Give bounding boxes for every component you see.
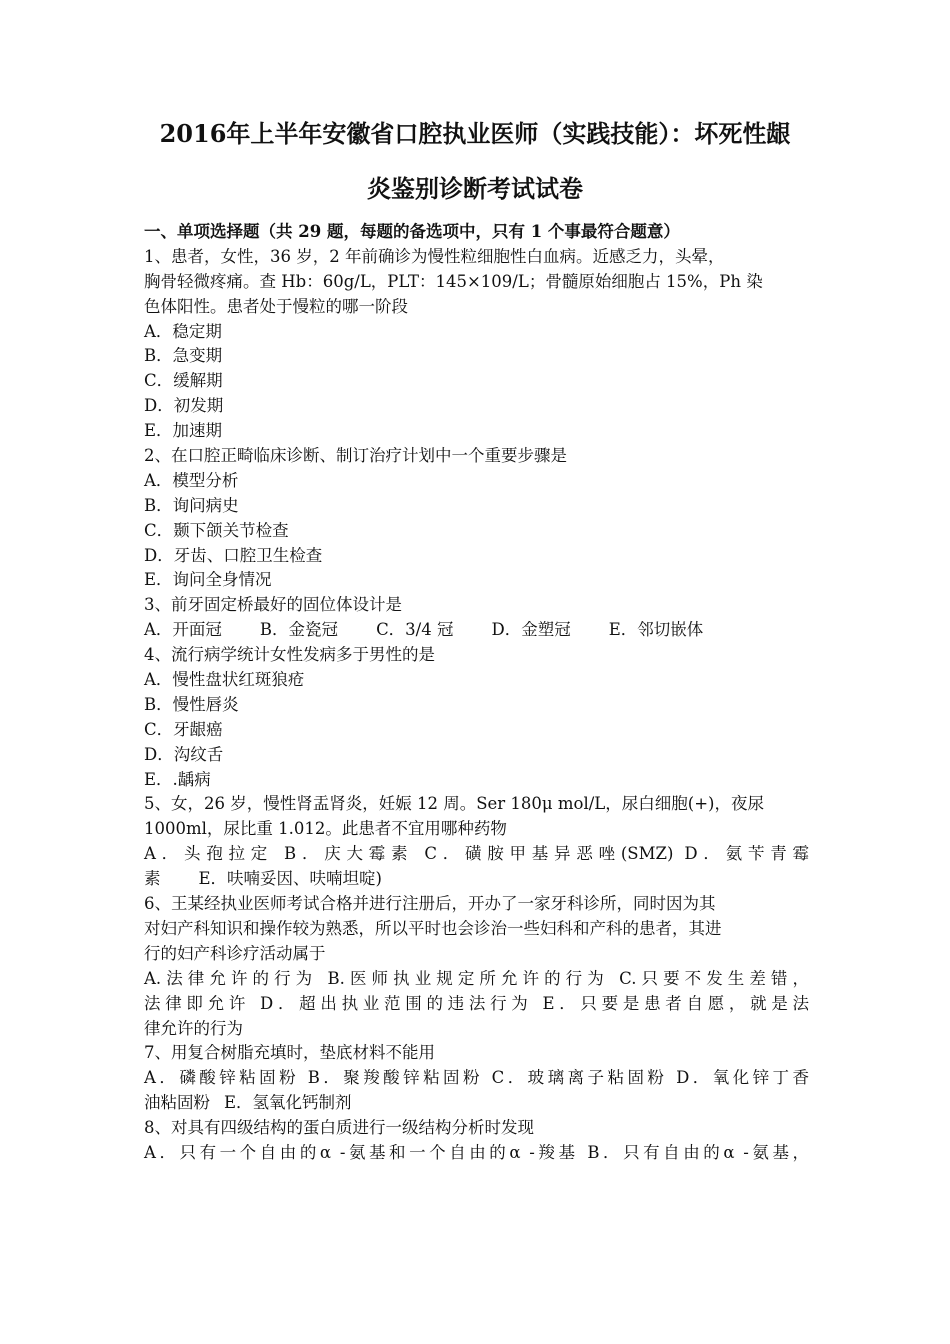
question-6-stem: 6、王某经执业医师考试合格并进行注册后，开办了一家牙科诊所，同时因为其 (144, 894, 716, 914)
question-1-option: C．缓解期 (144, 371, 223, 391)
document-title-line-1: 2016年上半年安徽省口腔执业医师（实践技能）：坏死性龈 (159, 119, 791, 148)
question-7-option: 油粘固粉 (144, 1093, 210, 1113)
question-8-option: A．只有一个自由的α -氨基和一个自由的α -羧基 (144, 1142, 579, 1162)
question-2-option: D．牙齿、口腔卫生检查 (144, 545, 323, 565)
question-4-option: A．慢性盘状红斑狼疮 (144, 670, 305, 690)
question-7-option: E．氢氧化钙制剂 (224, 1093, 352, 1113)
question-5-stem: 1000ml，尿比重 1.012。此患者不宜用哪种药物 (144, 819, 507, 839)
question-3-option: C．3/4 冠 (376, 620, 454, 640)
question-1-option: D．初发期 (144, 396, 224, 416)
question-3-option: E．邻切嵌体 (608, 620, 704, 640)
question-6-options (144, 967, 809, 992)
question-1-option: B．急变期 (144, 346, 223, 366)
question-5-options (144, 867, 809, 892)
question-8-stem: 8、对具有四级结构的蛋白质进行一级结构分析时发现 (144, 1118, 534, 1138)
question-1-option: A．稳定期 (144, 321, 222, 341)
question-6-stem: 对妇产科知识和操作较为熟悉，所以平时也会诊治一些妇科和产科的患者，其进 (144, 918, 722, 938)
question-7-option: B．聚羧酸锌粘固粉 (307, 1068, 483, 1088)
question-4-option: E．.龋病 (144, 769, 211, 789)
question-7-options (144, 1091, 809, 1116)
question-6-option: E．只要是患者自愿，就是法 (542, 993, 810, 1013)
question-7-stem: 7、用复合树脂充填时，垫底材料不能用 (144, 1043, 435, 1063)
question-2-option: B．询问病史 (144, 495, 239, 515)
question-6-option: A.法律允许的行为 (144, 968, 318, 988)
question-4-stem: 4、流行病学统计女性发病多于男性的是 (144, 645, 435, 665)
question-6-option: C.只要不发生差错， (619, 968, 809, 988)
question-2-option: E．询问全身情况 (144, 570, 272, 590)
question-6-option: 法律即允许 (144, 993, 251, 1013)
question-1-stem: 色体阳性。患者处于慢粒的哪一阶段 (144, 296, 408, 316)
question-6-options (144, 992, 809, 1017)
question-1-option: E．加速期 (144, 421, 223, 441)
question-2-stem: 2、在口腔正畸临床诊断、制订治疗计划中一个重要步骤是 (144, 446, 567, 466)
question-7-option: D．氧化锌丁香 (676, 1068, 810, 1088)
question-1-stem: 胸骨轻微疼痛。查 Hb：60g/L，PLT：145×109/L；骨髓原始细胞占 15%，Ph 染 (144, 271, 763, 291)
question-8-option: B．只有自由的α -氨基， (587, 1142, 810, 1162)
question-7-option: C．玻璃离子粘固粉 (491, 1068, 668, 1088)
document-body (144, 220, 809, 1166)
question-1-stem: 1、患者，女性，36 岁，2 年前确诊为慢性粒细胞性白血病。近感乏力，头晕， (144, 246, 725, 266)
document-title-line-2: 炎鉴别诊断考试试卷 (367, 174, 583, 203)
question-3-option: A．开面冠 (144, 620, 222, 640)
question-8-options (144, 1141, 809, 1166)
question-6-stem: 行的妇产科诊疗活动属于 (144, 943, 326, 963)
question-6-option: D．超出执业范围的违法行为 (260, 993, 533, 1013)
question-6-option: B.医师执业规定所允许的行为 (327, 968, 609, 988)
question-2-option: C．颞下颌关节检查 (144, 520, 289, 540)
question-5-option: 素 (144, 869, 161, 889)
question-6-option: 律允许的行为 (144, 1018, 243, 1038)
question-5-stem: 5、女，26 岁，慢性肾盂肾炎，妊娠 12 周。Ser 180μ mol/L，尿白细胞(+)，夜尿 (144, 794, 764, 814)
question-5-option: D．氨苄青霉 (684, 844, 809, 864)
question-3-option: B．金瓷冠 (259, 620, 339, 640)
question-4-option: D．沟纹舌 (144, 744, 224, 764)
question-5-options (144, 842, 809, 867)
question-5-option: B．庆大霉素 (284, 844, 414, 864)
question-5-option: A．头孢拉定 (144, 844, 274, 864)
question-5-option: E．呋喃妥因、呋喃坦啶) (198, 869, 382, 889)
question-2-option: A．模型分析 (144, 470, 239, 490)
question-3-options (144, 618, 809, 643)
question-3-stem: 3、前牙固定桥最好的固位体设计是 (144, 595, 402, 615)
section-heading: 一、单项选择题（共 29 题，每题的备选项中，只有 1 个事最符合题意） (144, 222, 680, 241)
question-7-options (144, 1066, 809, 1091)
question-3-option: D．金塑冠 (491, 620, 571, 640)
question-5-option: C．磺胺甲基异恶唑(SMZ) (424, 844, 674, 864)
question-4-option: B．慢性唇炎 (144, 694, 239, 714)
question-4-option: C．牙龈癌 (144, 719, 223, 739)
question-7-option: A．磷酸锌粘固粉 (144, 1068, 300, 1088)
